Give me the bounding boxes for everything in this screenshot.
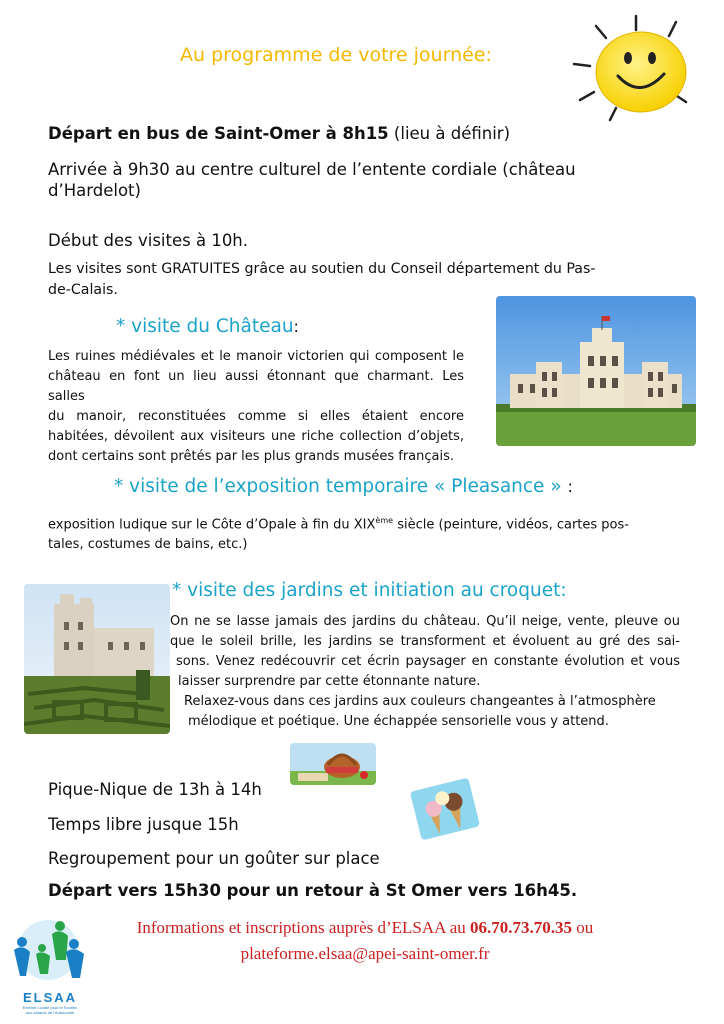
elsaa-logo — [8, 914, 92, 1020]
jardins-line-5: Relaxez-vous dans ces jardins aux couleurs changeantes à l’atmosphère — [184, 694, 656, 709]
sun-illustration — [566, 14, 716, 124]
expo-text — [48, 511, 668, 555]
chateau-heading-text: * visite du Château — [116, 316, 294, 337]
gouter-line: Regroupement pour un goûter sur place — [48, 849, 380, 868]
temps-libre-line: Temps libre jusque 15h — [48, 815, 239, 834]
arrivee-line-2: d’Hardelot) — [48, 181, 141, 200]
picnic-basket-image — [290, 743, 376, 785]
chateau-photo — [496, 296, 696, 446]
expo-heading-text: * visite de l’exposition temporaire « Pleasance » — [114, 476, 562, 497]
ice-cream-image — [409, 778, 481, 840]
depart-line — [48, 124, 510, 143]
debut-visites: Début des visites à 10h. — [48, 231, 249, 250]
contact-ou: ou — [576, 918, 594, 937]
elsaa-logo-tagline-1: Entente Locale pour le Soutien — [22, 1005, 78, 1010]
jardins-line-6: mélodique et poétique. Une échappée sensorielle vous y attend. — [188, 714, 609, 729]
garden-photo — [24, 584, 170, 734]
chateau-heading-colon: : — [293, 317, 299, 336]
picnic-line: Pique-Nique de 13h à 14h — [48, 780, 262, 799]
chateau-heading — [116, 316, 299, 337]
chateau-line-3: du manoir, reconstituées comme si elles étaient encore — [48, 409, 464, 424]
contact-email[interactable]: plateforme.elsaa@apei-saint-omer.fr — [240, 944, 490, 963]
retour-line: Départ vers 15h30 pour un retour à St Omer vers 16h45. — [48, 881, 578, 900]
chateau-line-4: habitées, dévoilent aux visiteurs une riche collection d’objets, — [48, 429, 464, 444]
jardins-text — [166, 612, 680, 732]
expo-line-1 — [48, 511, 668, 535]
elsaa-logo-tagline-2: aux Aidants de l'Autonomie — [25, 1010, 75, 1015]
jardins-line-4: laisser surprendre par cette étonnante nature. — [178, 674, 481, 689]
gratuit-line-1: Les visites sont GRATUITES grâce au soutien du Conseil département du Pas- — [48, 261, 596, 277]
depart-rest: (lieu à définir) — [393, 124, 511, 143]
expo-line-2: tales, costumes de bains, etc.) — [48, 537, 248, 553]
contact-phone[interactable]: 06.70.73.70.35 — [470, 918, 573, 937]
elsaa-logo-name: ELSAA — [22, 990, 78, 1005]
depart-bold: Départ en bus de Saint-Omer à 8h15 — [48, 124, 389, 143]
expo-line-1-sup: ème — [375, 516, 394, 525]
expo-heading-colon: : — [567, 477, 573, 496]
contact-line-1 — [100, 918, 630, 938]
page-title: Au programme de votre journée: — [180, 44, 492, 66]
contact-info — [100, 918, 630, 964]
expo-line-1-b: siècle (peinture, vidéos, cartes pos- — [393, 517, 629, 533]
chateau-line-1: Les ruines médiévales et le manoir victorien qui composent le — [48, 349, 464, 364]
jardins-line-3: sons. Venez redécouvrir cet écrin paysager en constante évolution et vous — [176, 654, 680, 669]
chateau-text — [48, 347, 464, 467]
jardins-line-2: que le soleil brille, les jardins se transforment et évoluent au gré des sai- — [170, 634, 680, 649]
chateau-line-5: dont certains sont prêtés par les plus grands musées français. — [48, 449, 455, 464]
jardins-line-1: On ne se lasse jamais des jardins du château. Qu’il neige, vente, pleuve ou — [170, 614, 680, 629]
elsaa-logo-figures — [8, 914, 92, 984]
chateau-line-2: château en font un lieu aussi étonnant que charmant. Les salles — [48, 369, 464, 404]
gratuit-line-2: de-Calais. — [48, 282, 118, 298]
jardins-heading: * visite des jardins et initiation au croquet: — [172, 580, 567, 601]
expo-heading — [114, 476, 573, 497]
arrivee-line-1: Arrivée à 9h30 au centre culturel de l’entente cordiale (château — [48, 160, 576, 179]
expo-line-1-a: exposition ludique sur le Côte d’Opale à fin du XIX — [48, 517, 376, 533]
contact-text: Informations et inscriptions auprès d’ELSAA au — [136, 918, 466, 937]
